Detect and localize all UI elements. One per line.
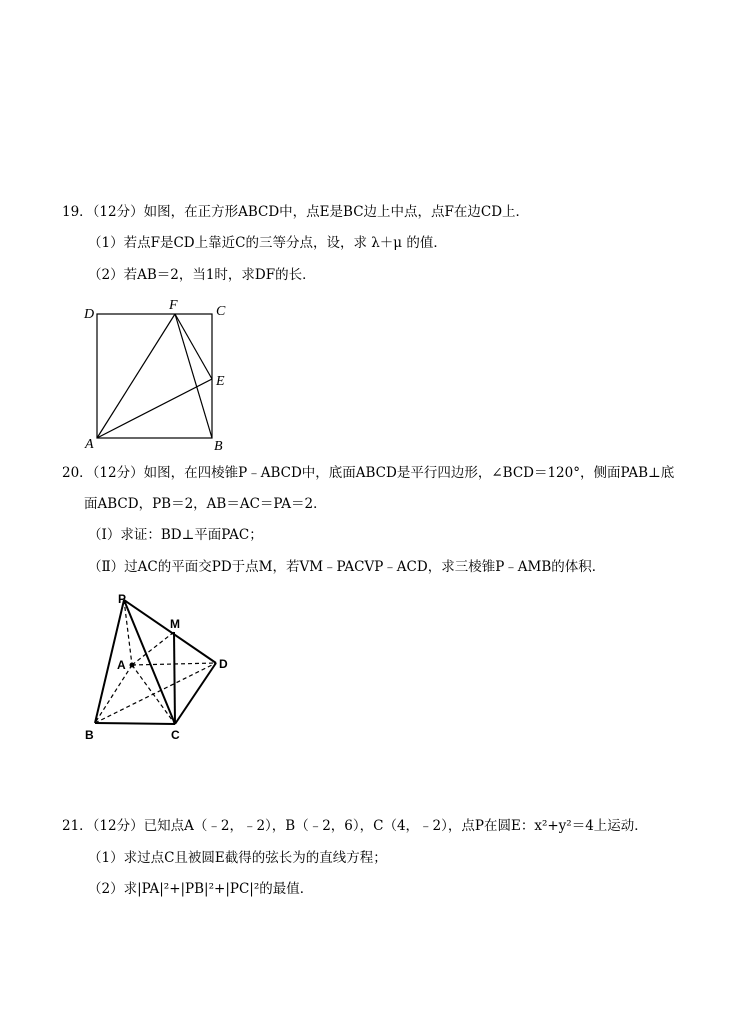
q19-square-figure (80, 298, 240, 456)
label-c: C (216, 304, 226, 319)
label-a: A (85, 437, 94, 452)
square-abcd (97, 314, 212, 438)
q21-stem: 21．（12分）已知点A（﹣2，﹣2），B（﹣2，6），C（4，﹣2），点P在圆E：x²+y²＝4上运动． (62, 818, 648, 834)
q20-part1: （Ⅰ）求证：BD⊥平面PAC； (88, 527, 263, 543)
segment-ae (97, 379, 212, 438)
dashed-ab (95, 665, 132, 723)
segment-fe (175, 314, 212, 379)
edge-cd (175, 663, 216, 724)
label-d: D (84, 307, 95, 322)
point-a (130, 663, 135, 668)
q20-stem-line2: 面ABCD，PB＝2，AB＝AC＝PA＝2． (84, 496, 327, 512)
edge-mc (174, 632, 175, 724)
label-b: B (214, 439, 223, 454)
label-b2: B (85, 728, 94, 742)
label-d2: D (219, 657, 228, 671)
segment-af (97, 314, 175, 438)
label-p: P (118, 592, 127, 606)
q21-part2: （2）求|PA|²+|PB|²+|PC|²的最值． (88, 881, 314, 897)
q20-stem-line1: 20．（12分）如图，在四棱锥P﹣ABCD中，底面ABCD是平行四边形，∠BCD＝120°，侧面PAB⊥底 (62, 465, 675, 481)
q20-pyramid-figure (80, 588, 240, 748)
label-m: M (170, 617, 180, 631)
edge-bc (95, 723, 175, 724)
dashed-bd (95, 663, 216, 723)
q21-part1: （1）求过点C且被圆E截得的弦长为的直线方程； (88, 850, 387, 866)
label-c2: C (171, 728, 180, 742)
q20-part2: （Ⅱ）过AC的平面交PD于点M，若VM﹣PACVP﹣ACD，求三棱锥P﹣AMB的体积． (88, 559, 606, 575)
label-e: E (216, 374, 225, 389)
q19-part1: （1）若点F是CD上靠近C的三等分点，设，求 λ＋μ 的值． (88, 235, 447, 251)
label-a2: A (117, 658, 126, 672)
q19-part2: （2）若AB＝2，当1时，求DF的长． (88, 267, 316, 283)
segment-fb (175, 314, 212, 438)
q19-stem: 19．（12分）如图，在正方形ABCD中，点E是BC边上中点，点F在边CD上． (62, 204, 530, 220)
label-f: F (169, 298, 178, 313)
